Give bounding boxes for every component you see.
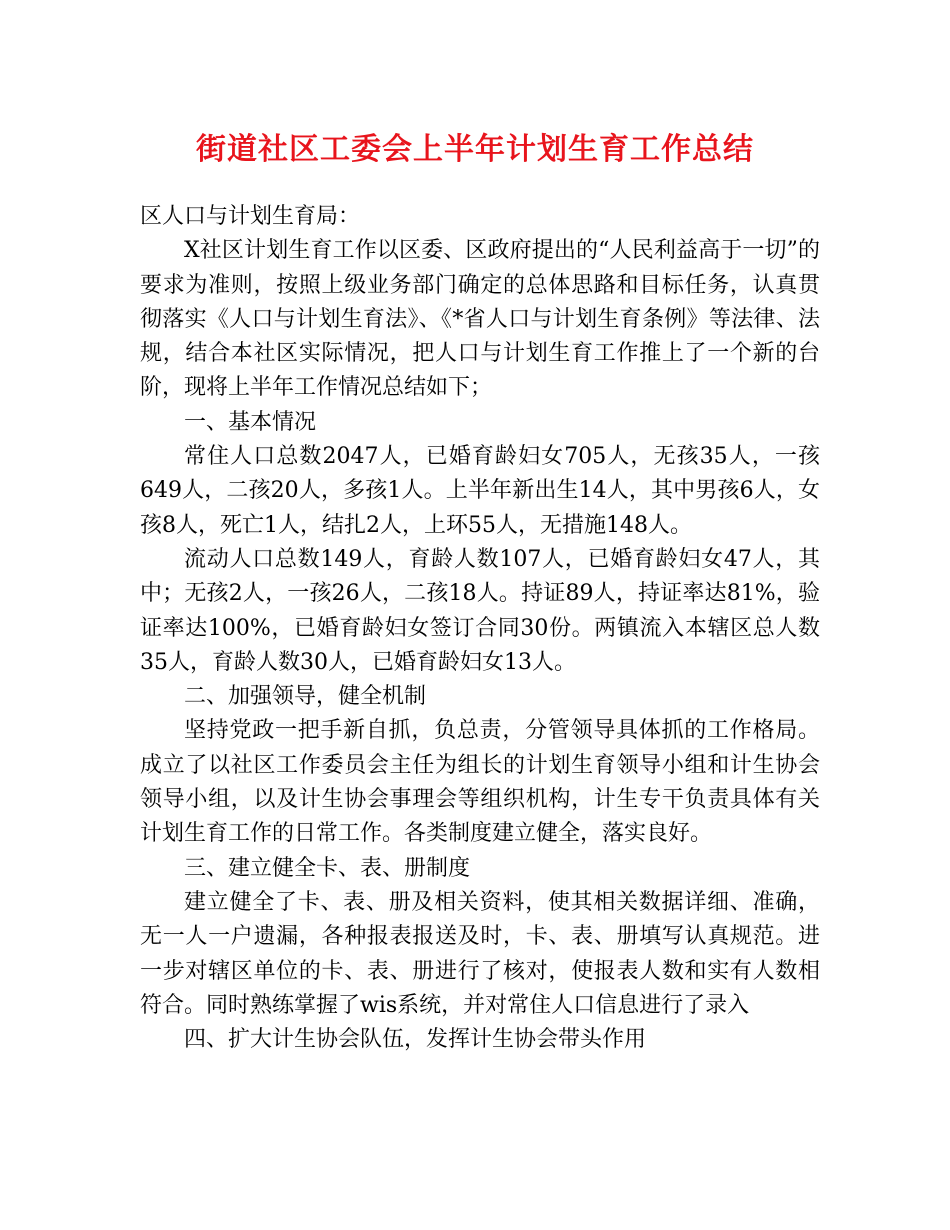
records-paragraph: 建立健全了卡、表、册及相关资料，使其相关数据详细、准确，无一人一户遗漏，各种报表报送及时，卡、表、册填写认真规范。进一步对辖区单位的卡、表、册进行了核对，使报表人数和实有人数相符合。同时熟练掌握了wis系统，并对常住人口信息进行了录入 — [140, 889, 820, 1018]
resident-population-paragraph: 常住人口总数2047人，已婚育龄妇女705人，无孩35人，一孩649人，二孩20人，多孩1人。上半年新出生14人，其中男孩6人，女孩8人，死亡1人，结扎2人，上环55人，无措施148人。 — [140, 444, 820, 538]
section-heading-leadership: 二、加强领导，健全机制 — [184, 684, 427, 710]
salutation: 区人口与计划生育局： — [140, 204, 361, 229]
document-title: 街道社区工委会上半年计划生育工作总结 — [196, 132, 754, 167]
section-heading-basic-situation: 一、基本情况 — [184, 409, 317, 435]
intro-paragraph: X社区计划生育工作以区委、区政府提出的“人民利益高于一切”的要求为准则，按照上级业务部门确定的总体思路和目标任务，认真贯彻落实《人口与计划生育法》、《*省人口与计划生育条例》等法律、法规，结合本社区实际情况，把人口与计划生育工作推上了一个新的台阶，现将上半年工作情况总结如下； — [140, 238, 820, 401]
section-heading-association: 四、扩大计生协会队伍，发挥计生协会带头作用 — [184, 1027, 647, 1053]
floating-population-paragraph: 流动人口总数149人，育龄人数107人，已婚育龄妇女47人，其中；无孩2人，一孩26人，二孩18人。持证89人，持证率达81%，验证率达100%，已婚育龄妇女签订合同30份。两镇流入本辖区总人数35人，育龄人数30人，已婚育龄妇女13人。 — [140, 546, 820, 675]
section-heading-records: 三、建立健全卡、表、册制度 — [184, 855, 471, 881]
leadership-paragraph: 坚持党政一把手新自抓，负总责，分管领导具体抓的工作格局。成立了以社区工作委员会主任为组长的计划生育领导小组和计生协会领导小组，以及计生协会事理会等组织机构，计生专干负责具体有关计划生育工作的日常工作。各类制度建立健全，落实良好。 — [140, 718, 820, 847]
document-body — [140, 200, 820, 1057]
